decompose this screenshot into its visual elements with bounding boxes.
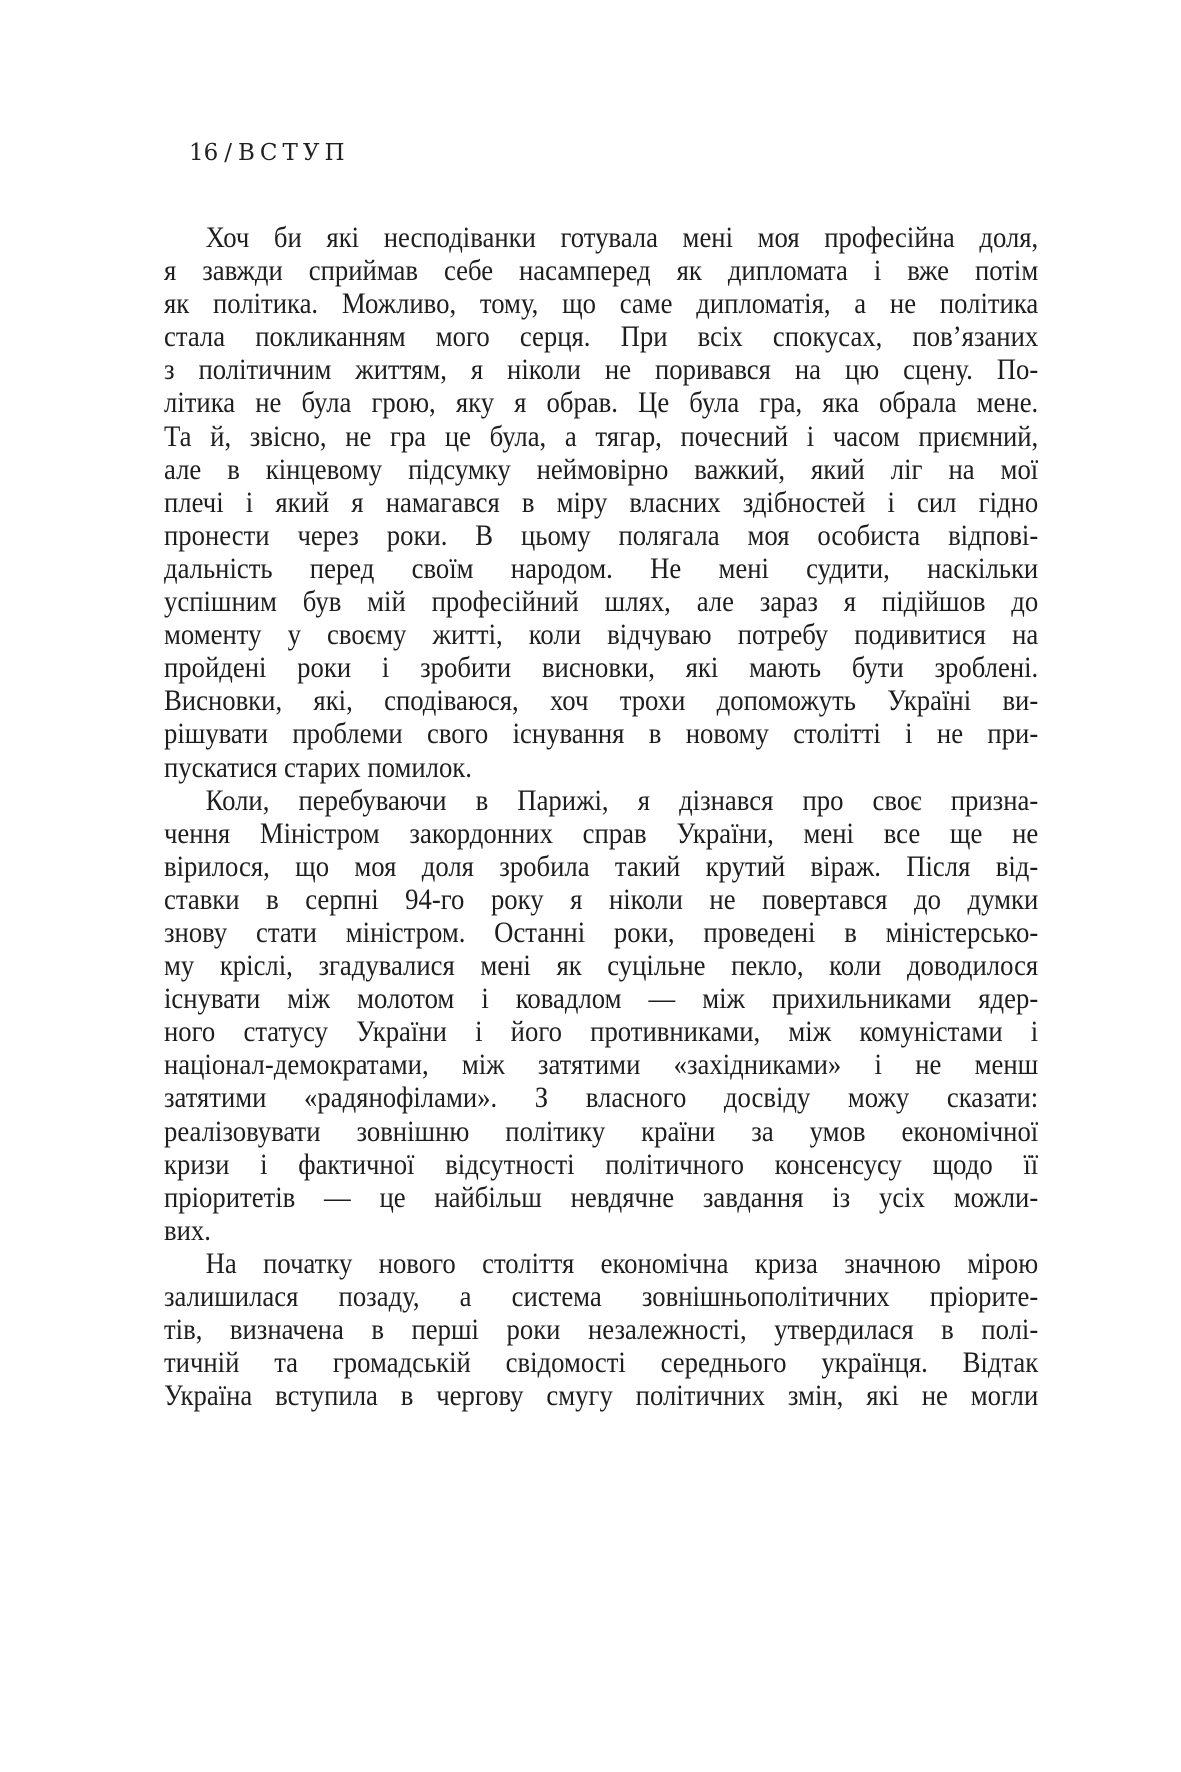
text-line: реалізовувати зовнішню політику країни за умов економічної bbox=[164, 1115, 1039, 1148]
text-line: але в кінцевому підсумку неймовірно важкий, який ліг на мої bbox=[164, 453, 1039, 486]
text-line: кризи і фактичної відсутності політичного консенсусу щодо її bbox=[164, 1148, 1039, 1181]
text-line: Україна вступила в чергову смугу політичних змін, які не могли bbox=[164, 1380, 1039, 1413]
text-line: му кріслі, згадувалися мені як суцільне пекло, коли доводилося bbox=[164, 950, 1039, 983]
paragraph bbox=[164, 785, 1038, 1248]
text-line: пронести через роки. В цьому полягала моя особиста відпові- bbox=[164, 519, 1039, 552]
running-head-separator: / bbox=[224, 140, 233, 166]
text-line: Та й, звісно, не гра це була, а тягар, почесний і часом приємний, bbox=[164, 420, 1039, 453]
text-line: пріоритетів — це найбільш невдячне завдання із усіх можли- bbox=[164, 1181, 1039, 1214]
text-line: успішним був мій професійний шлях, але зараз я підійшов до bbox=[164, 586, 1039, 619]
text-line: пускатися старих помилок. bbox=[164, 751, 472, 784]
body-text bbox=[164, 222, 1038, 1413]
paragraph bbox=[164, 1248, 1038, 1413]
text-line: чення Міністром закордонних справ України, мені все ще не bbox=[164, 817, 1039, 850]
text-line: стала покликанням мого серця. При всіх спокусах, пов’язаних bbox=[164, 321, 1039, 354]
text-line: ного статусу України і його противниками, між комуністами і bbox=[164, 1016, 1039, 1049]
text-line: Хоч би які несподіванки готувала мені моя професійна доля, bbox=[205, 222, 1039, 254]
text-line: тів, визначена в перші роки незалежності, утвердилася в полі- bbox=[164, 1314, 1039, 1347]
text-line: я завжди сприймав себе насамперед як дипломата і вже потім bbox=[164, 255, 1039, 288]
text-line: існувати між молотом і ковадлом — між прихильниками ядер- bbox=[164, 983, 1039, 1016]
text-line: ставки в серпні 94-го року я ніколи не повертався до думки bbox=[164, 883, 1039, 916]
text-line: націонал-демократами, між затятими «західниками» і не менш bbox=[164, 1049, 1039, 1082]
text-line: рішувати проблеми свого існування в новому столітті і не при- bbox=[164, 718, 1039, 751]
text-line: дальність перед своїм народом. Не мені судити, наскільки bbox=[164, 552, 1039, 585]
text-line: вірилося, що моя доля зробила такий крутий віраж. Після від- bbox=[164, 850, 1039, 883]
text-line: На початку нового століття економічна криза значною мірою bbox=[205, 1247, 1039, 1280]
text-line: залишилася позаду, а система зовнішньополітичних пріорите- bbox=[164, 1281, 1039, 1313]
page-number: 16 bbox=[189, 140, 219, 166]
text-line: Висновки, які, сподіваюся, хоч трохи допоможуть Україні ви- bbox=[164, 685, 1039, 718]
text-line: літика не була грою, яку я обрав. Це була гра, яка обрала мене. bbox=[164, 387, 1039, 420]
text-line: з політичним життям, я ніколи не поривався на цю сцену. По- bbox=[164, 354, 1039, 387]
text-line: як політика. Можливо, тому, що саме дипломатія, а не політика bbox=[164, 288, 1039, 321]
text-line: знову стати міністром. Останні роки, проведені в міністерсько- bbox=[164, 916, 1039, 949]
text-line: вих. bbox=[164, 1214, 211, 1247]
text-line: Коли, перебуваючи в Парижі, я дізнався про своє призна- bbox=[205, 784, 1039, 817]
text-line: затятими «радянофілами». З власного досвіду можу сказати: bbox=[164, 1082, 1039, 1115]
text-line: моменту у своєму житті, коли відчуваю потребу подивитися на bbox=[164, 619, 1039, 652]
text-line: пройдені роки і зробити висновки, які мають бути зроблені. bbox=[164, 652, 1039, 685]
paragraph bbox=[164, 222, 1038, 785]
running-head bbox=[189, 138, 350, 168]
text-line: плечі і який я намагався в міру власних здібностей і сил гідно bbox=[164, 486, 1039, 519]
text-line: тичній та громадській свідомості середнього українця. Відтак bbox=[164, 1347, 1039, 1380]
section-title: ВСТУП bbox=[238, 140, 350, 166]
